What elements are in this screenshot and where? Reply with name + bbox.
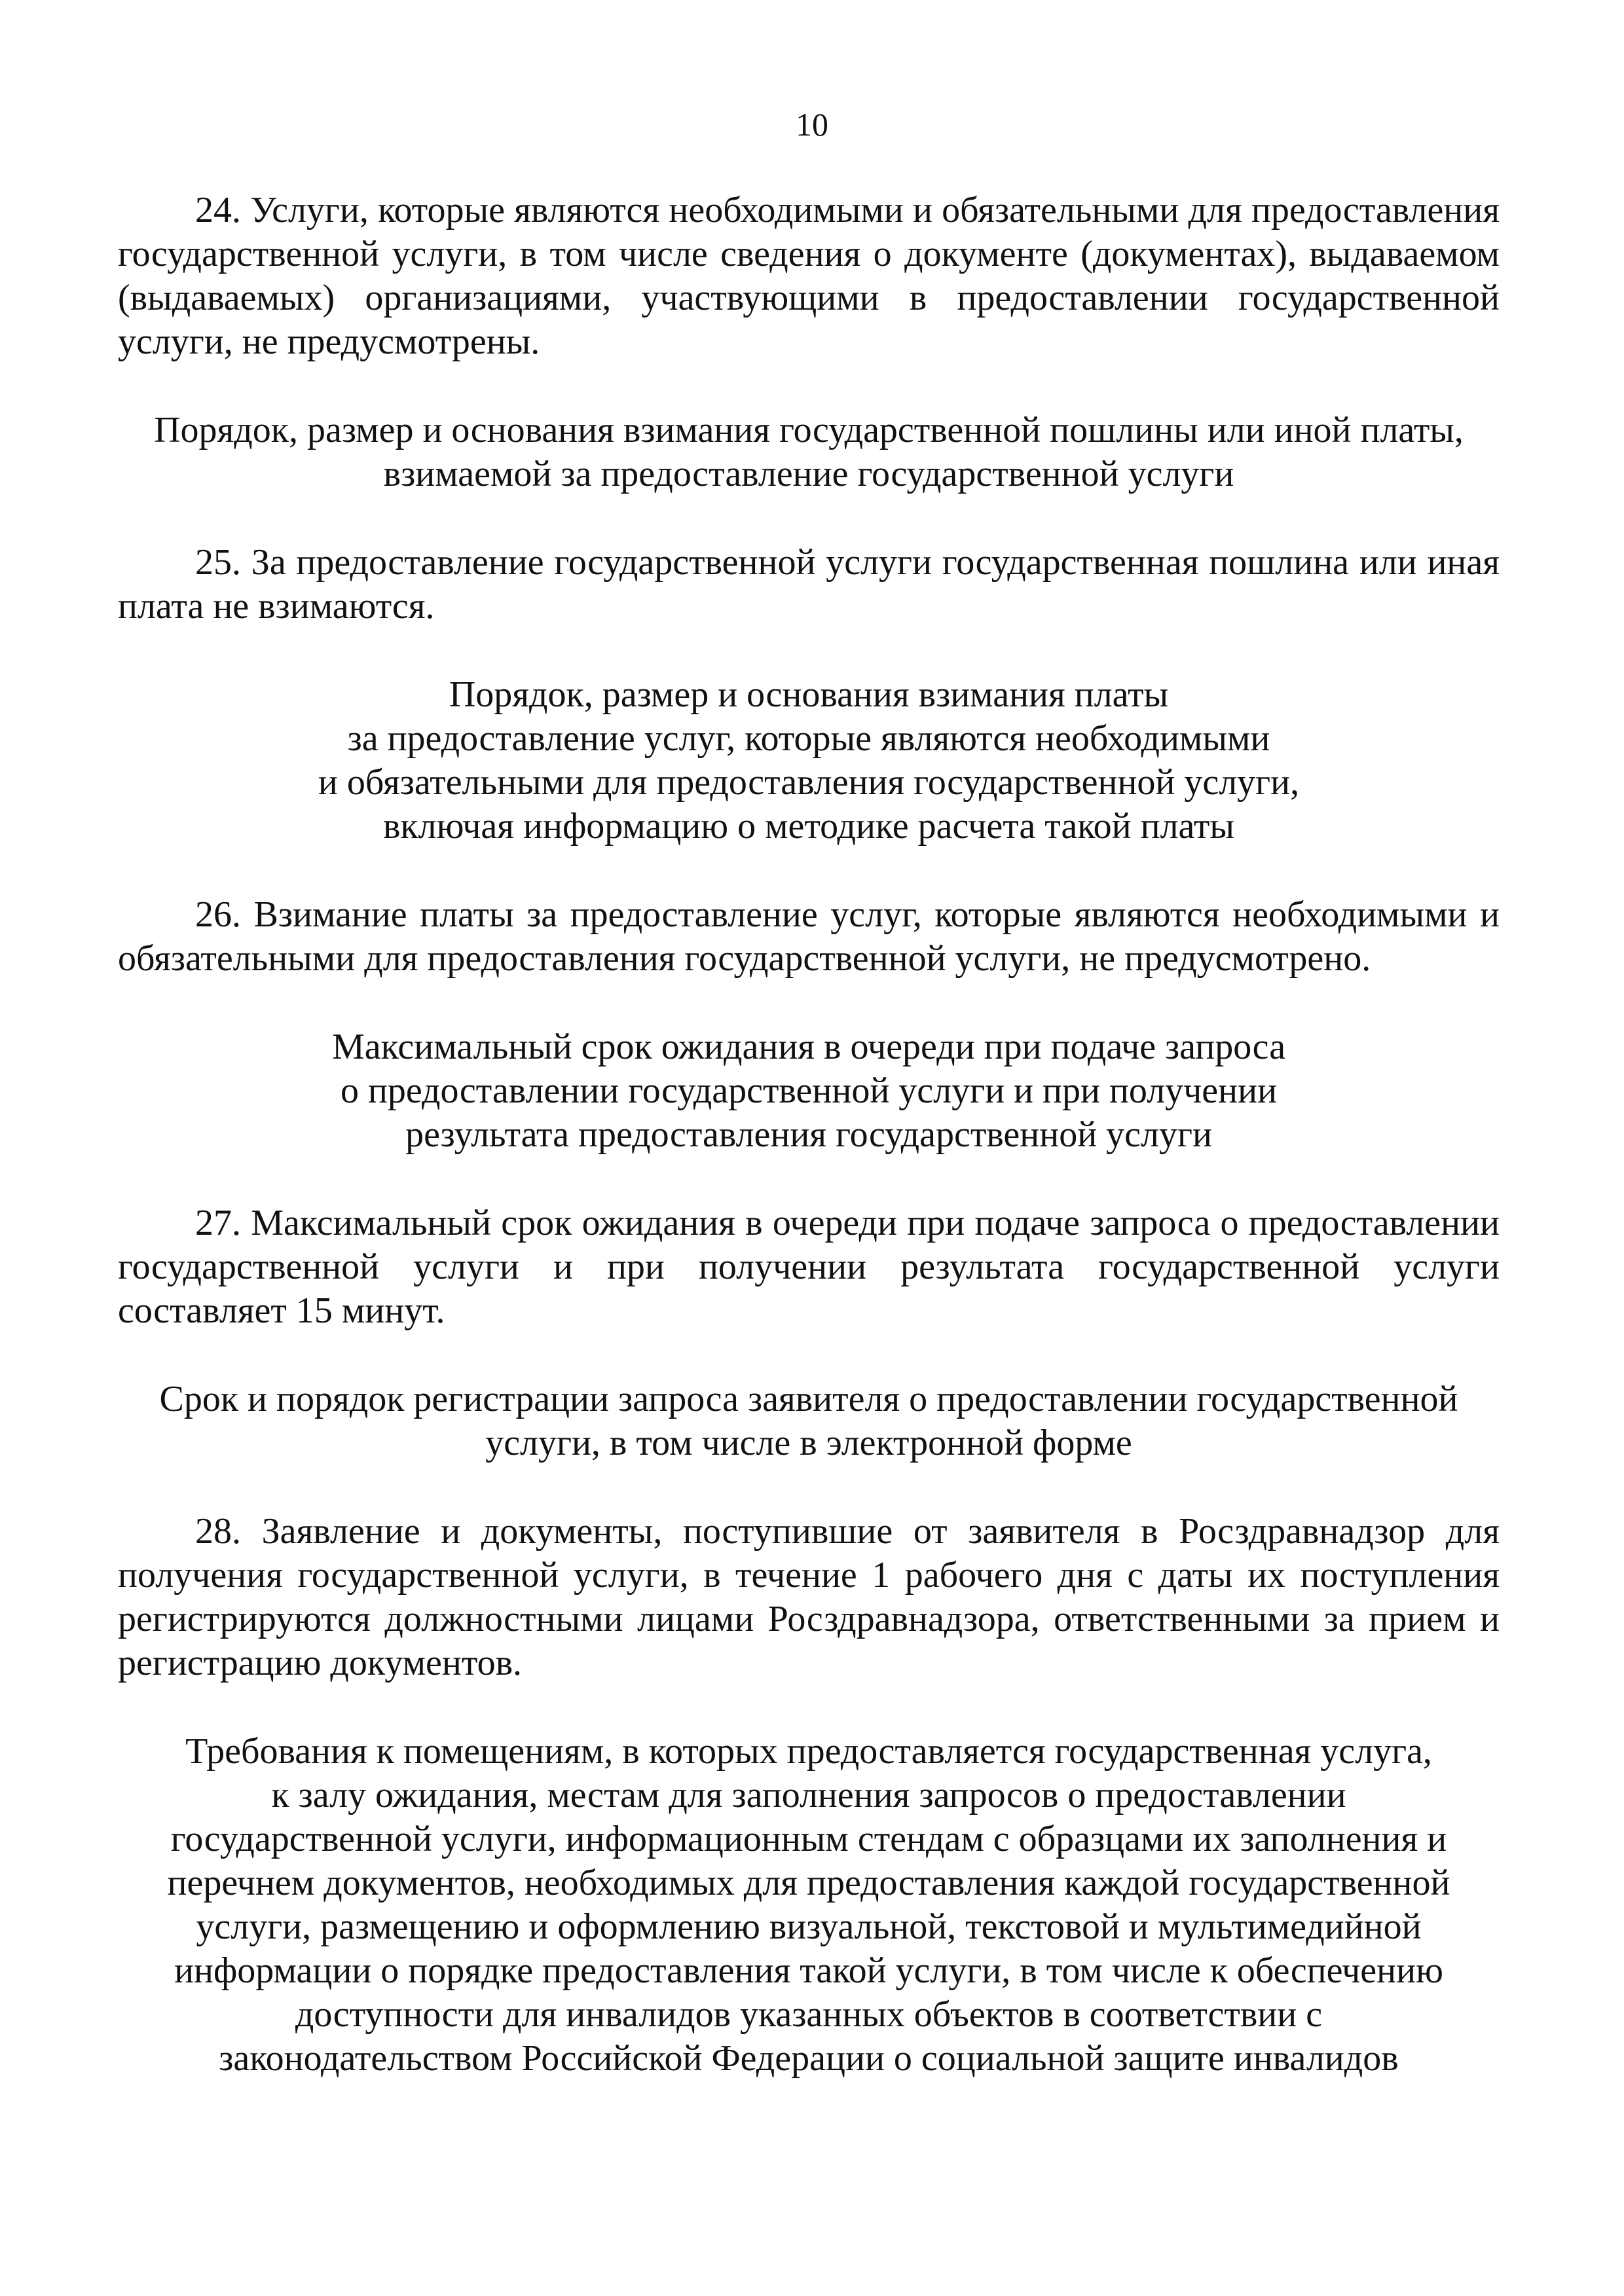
heading-line: государственной услуги, информационным стендам с образцами их заполнения и: [170, 1819, 1447, 1859]
page-number: 10: [796, 106, 828, 143]
paragraph-28: 28. Заявление и документы, поступившие от заявителя в Росздравнадзор для получения государственной услуги, в течение 1 рабочего дня с даты их поступления регистрируются должностными лицами Росздравнадзора, ответственными за прием и регистрацию документов.: [118, 1511, 1500, 1683]
heading-line: Срок и порядок регистрации запроса заявителя о предоставлении государственной: [159, 1379, 1458, 1419]
heading-state-duty: [118, 409, 1500, 496]
heading-line: за предоставление услуг, которые являются необходимыми: [347, 718, 1270, 759]
heading-registration: [118, 1377, 1500, 1465]
heading-line: законодательством Российской Федерации о социальной защите инвалидов: [219, 2038, 1399, 2079]
heading-line: услуги, размещению и оформлению визуальной, текстовой и мультимедийной: [196, 1906, 1422, 1947]
paragraph-27: 27. Максимальный срок ожидания в очереди при подаче запроса о предоставлении государственной услуги и при получении результата государственной услуги составляет 15 минут.: [118, 1203, 1500, 1331]
paragraph-25: 25. За предоставление государственной услуги государственная пошлина или иная плата не взимаются.: [118, 542, 1500, 627]
paragraph-26: 26. Взимание платы за предоставление услуг, которые являются необходимыми и обязательными для предоставления государственной услуги, не предусмотрено.: [118, 894, 1500, 979]
heading-line: Требования к помещениям, в которых предоставляется государственная услуга,: [185, 1731, 1432, 1772]
paragraph-24: 24. Услуги, которые являются необходимыми и обязательными для предоставления государственной услуги, в том числе сведения о документе (документах), выдаваемом (выдаваемых) организациями, участвующими в предоставлении государственной услуги, не предусмотрены.: [118, 190, 1500, 362]
document-body: [118, 189, 1500, 2125]
heading-premises-requirements: [118, 1730, 1500, 2081]
heading-line: Порядок, размер и основания взимания государственной пошлины или иной платы,: [154, 410, 1464, 450]
heading-line: доступности для инвалидов указанных объектов в соответствии с: [295, 1994, 1323, 2035]
heading-line: услуги, в том числе в электронной форме: [485, 1423, 1132, 1463]
heading-line: информации о порядке предоставления такой услуги, в том числе к обеспечению: [174, 1950, 1443, 1991]
heading-fee-necessary-services: [118, 673, 1500, 848]
heading-line: перечнем документов, необходимых для предоставления каждой государственной: [167, 1863, 1450, 1903]
heading-line: и обязательными для предоставления государственной услуги,: [318, 762, 1300, 803]
heading-line: к залу ожидания, местам для заполнения запросов о предоставлении: [271, 1775, 1346, 1815]
heading-line: результата предоставления государственной услуги: [405, 1114, 1212, 1155]
heading-line: о предоставлении государственной услуги и при получении: [340, 1070, 1278, 1111]
heading-line: Максимальный срок ожидания в очереди при подаче запроса: [331, 1027, 1286, 1067]
heading-line: включая информацию о методике расчета такой платы: [382, 806, 1235, 847]
heading-line: взимаемой за предоставление государственной услуги: [383, 454, 1234, 494]
heading-max-wait-time: [118, 1025, 1500, 1157]
heading-line: Порядок, размер и основания взимания платы: [449, 674, 1169, 715]
